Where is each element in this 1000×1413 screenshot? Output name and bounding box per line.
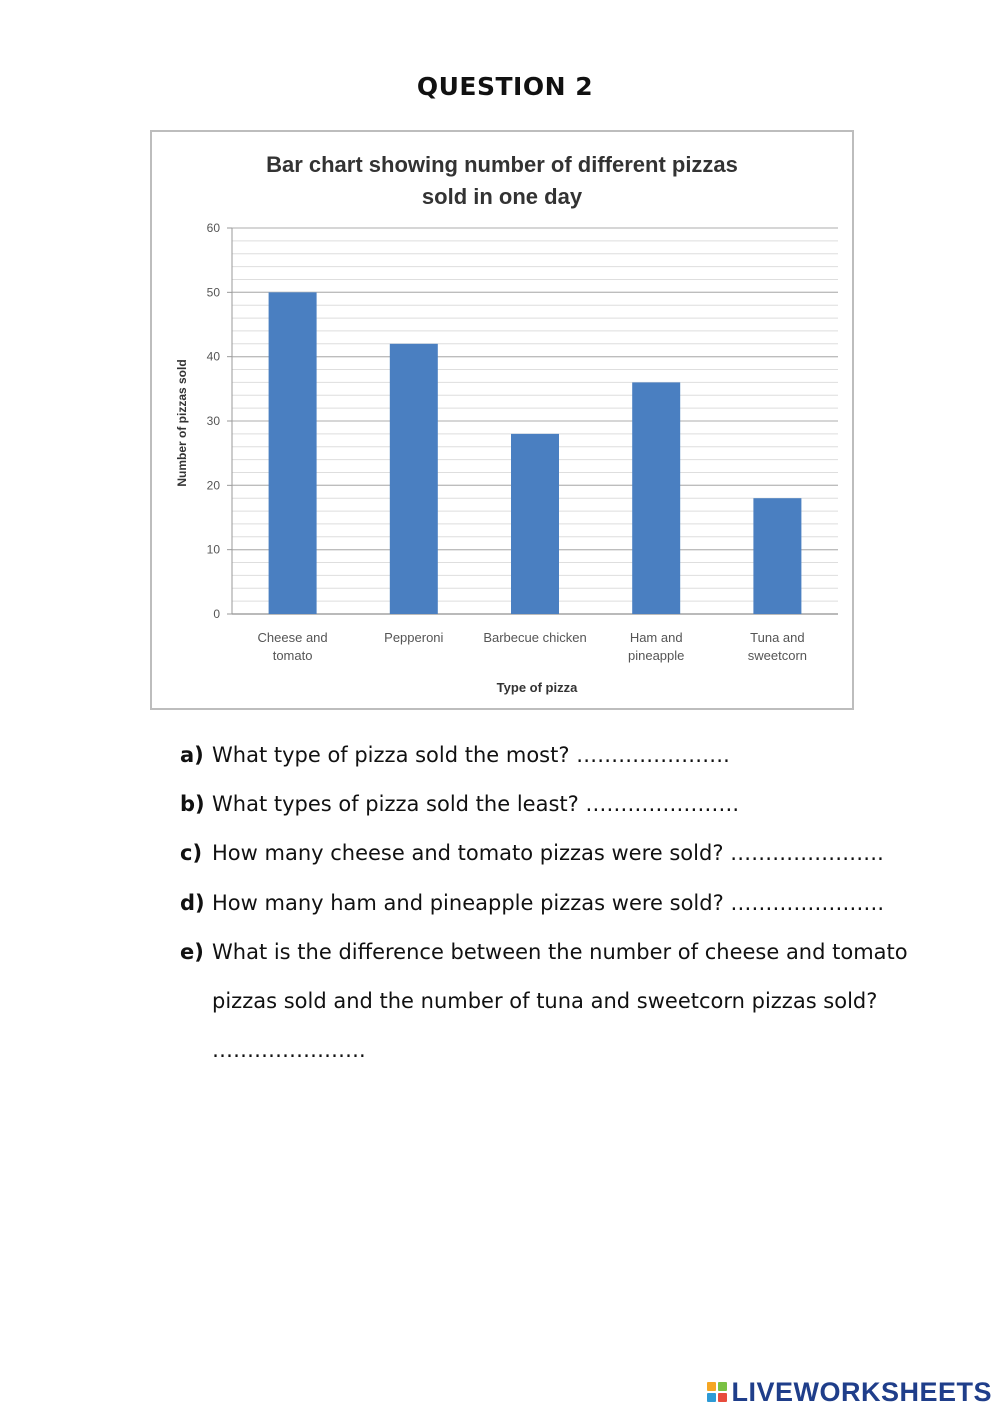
question-text: What type of pizza sold the most? …………………. — [212, 743, 730, 767]
question-label: b) — [180, 792, 205, 816]
question-text: What is the difference between the number of cheese and tomato — [212, 940, 908, 964]
bar — [269, 292, 317, 614]
y-tick-label: 30 — [206, 414, 220, 428]
y-tick-label: 10 — [206, 542, 220, 557]
x-axis-label: Type of pizza — [496, 680, 578, 695]
y-tick-label: 60 — [206, 221, 220, 235]
question-label: e) — [180, 940, 204, 964]
bar-chart — [150, 130, 854, 710]
question-text: How many ham and pineapple pizzas were sold? …………………. — [212, 891, 885, 915]
question-b — [180, 792, 739, 816]
x-tick-label: sweetcorn — [747, 648, 808, 663]
page-title: QUESTION 2 — [416, 72, 594, 101]
question-label: d) — [180, 891, 205, 915]
logo-text: LIVEWORKSHEETS — [731, 1376, 992, 1407]
chart-title-line: sold in one day — [421, 184, 583, 209]
y-tick-label: 0 — [213, 607, 220, 621]
y-tick-label: 40 — [206, 349, 220, 364]
bar — [390, 344, 438, 614]
x-tick-label: Pepperoni — [384, 630, 444, 645]
question-c — [180, 841, 884, 865]
x-tick-label: Barbecue chicken — [483, 630, 587, 645]
bar — [632, 382, 680, 614]
chart-title-line: Bar chart showing number of different pizzas — [266, 152, 738, 177]
question-label: a) — [180, 743, 204, 767]
x-tick-label: pineapple — [628, 648, 685, 663]
bar — [753, 498, 801, 614]
bar-chart-svg — [152, 132, 852, 708]
x-tick-label: tomato — [272, 648, 313, 663]
question-text: How many cheese and tomato pizzas were sold? …………………. — [212, 841, 884, 865]
question-d — [180, 891, 884, 915]
question-e — [180, 940, 908, 964]
x-tick-label: Tuna and — [750, 630, 805, 645]
bar — [511, 434, 559, 614]
y-axis-label: Number of pizzas sold — [175, 359, 189, 487]
question-text: What types of pizza sold the least? …………………. — [212, 792, 740, 816]
question-e-continuation: pizzas sold and the number of tuna and sweetcorn pizzas sold? — [212, 989, 878, 1013]
question-label: c) — [180, 841, 203, 865]
y-tick-label: 50 — [206, 285, 220, 300]
x-tick-label: Ham and — [629, 630, 683, 645]
y-tick-label: 20 — [206, 478, 220, 493]
liveworksheets-logo — [707, 1377, 992, 1407]
logo-icon — [707, 1382, 727, 1402]
answer-line: …………………. — [212, 1038, 366, 1062]
x-tick-label: Cheese and — [257, 630, 328, 645]
question-a — [180, 743, 730, 767]
